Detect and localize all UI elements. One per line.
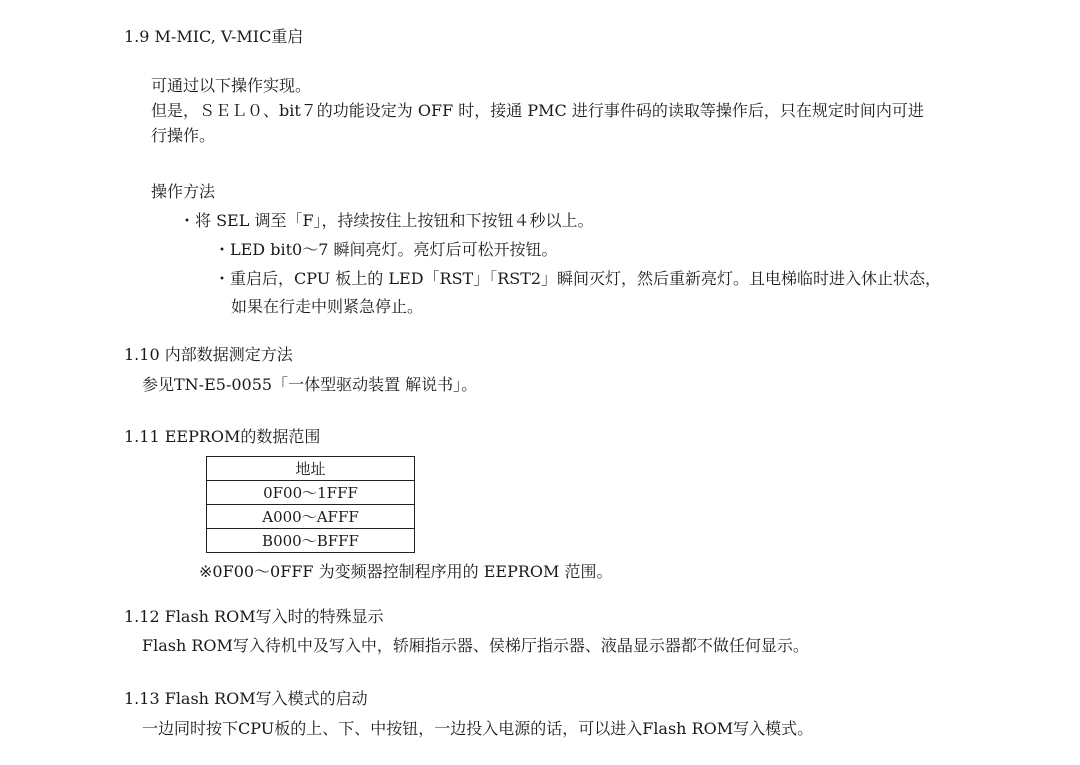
section-1-10-body: 参见TN-E5-0055「一体型驱动装置 解说书」。 xyxy=(142,375,478,394)
table-row xyxy=(207,481,415,505)
section-1-13-heading: 1.13 Flash ROM写入模式的启动 xyxy=(124,689,368,708)
table-cell-range: 0F00～1FFF xyxy=(207,481,415,505)
table-row xyxy=(207,529,415,553)
table-cell-range: B000～BFFF xyxy=(207,529,415,553)
eeprom-address-table xyxy=(206,456,415,553)
section-1-12-body: Flash ROM写入待机中及写入中，轿厢指示器、侯梯厅指示器、液晶显示器都不做任何显示。 xyxy=(142,636,809,655)
section-1-13-body: 一边同时按下CPU板的上、下、中按钮，一边投入电源的话，可以进入Flash ROM写入模式。 xyxy=(142,719,814,738)
operation-step-1: ・将 SEL 调至「F」，持续按住上按钮和下按钮４秒以上。 xyxy=(179,211,594,230)
section-1-11-note: ※0F00～0FFF 为变频器控制程序用的 EEPROM 范围。 xyxy=(199,562,613,581)
operation-method-title: 操作方法 xyxy=(151,182,216,201)
section-1-9-intro-line2: 但是，ＳＥＬ０、bit７的功能设定为 OFF 时，接通 PMC 进行事件码的读取等操作后，只在规定时间内可进 xyxy=(151,101,924,120)
section-1-9-intro-line3: 行操作。 xyxy=(151,126,216,145)
operation-step-1b-line2: 如果在行走中则紧急停止。 xyxy=(231,297,424,316)
table-header-address: 地址 xyxy=(207,457,415,481)
section-1-11-heading: 1.11 EEPROM的数据范围 xyxy=(124,427,321,446)
section-1-10-heading: 1.10 内部数据测定方法 xyxy=(124,345,293,364)
table-row xyxy=(207,505,415,529)
section-1-12-heading: 1.12 Flash ROM写入时的特殊显示 xyxy=(124,607,384,626)
operation-step-1b-line1: ・重启后，CPU 板上的 LED「RST」「RST2」瞬间灭灯，然后重新亮灯。且电梯临时进入休止状态， xyxy=(214,269,942,288)
section-1-9-heading: 1.9 M-MIC, V-MIC重启 xyxy=(124,27,304,46)
table-cell-range: A000～AFFF xyxy=(207,505,415,529)
operation-step-1a: ・LED bit0～7 瞬间亮灯。亮灯后可松开按钮。 xyxy=(214,240,558,259)
section-1-9-intro-line1: 可通过以下操作实现。 xyxy=(151,76,312,95)
